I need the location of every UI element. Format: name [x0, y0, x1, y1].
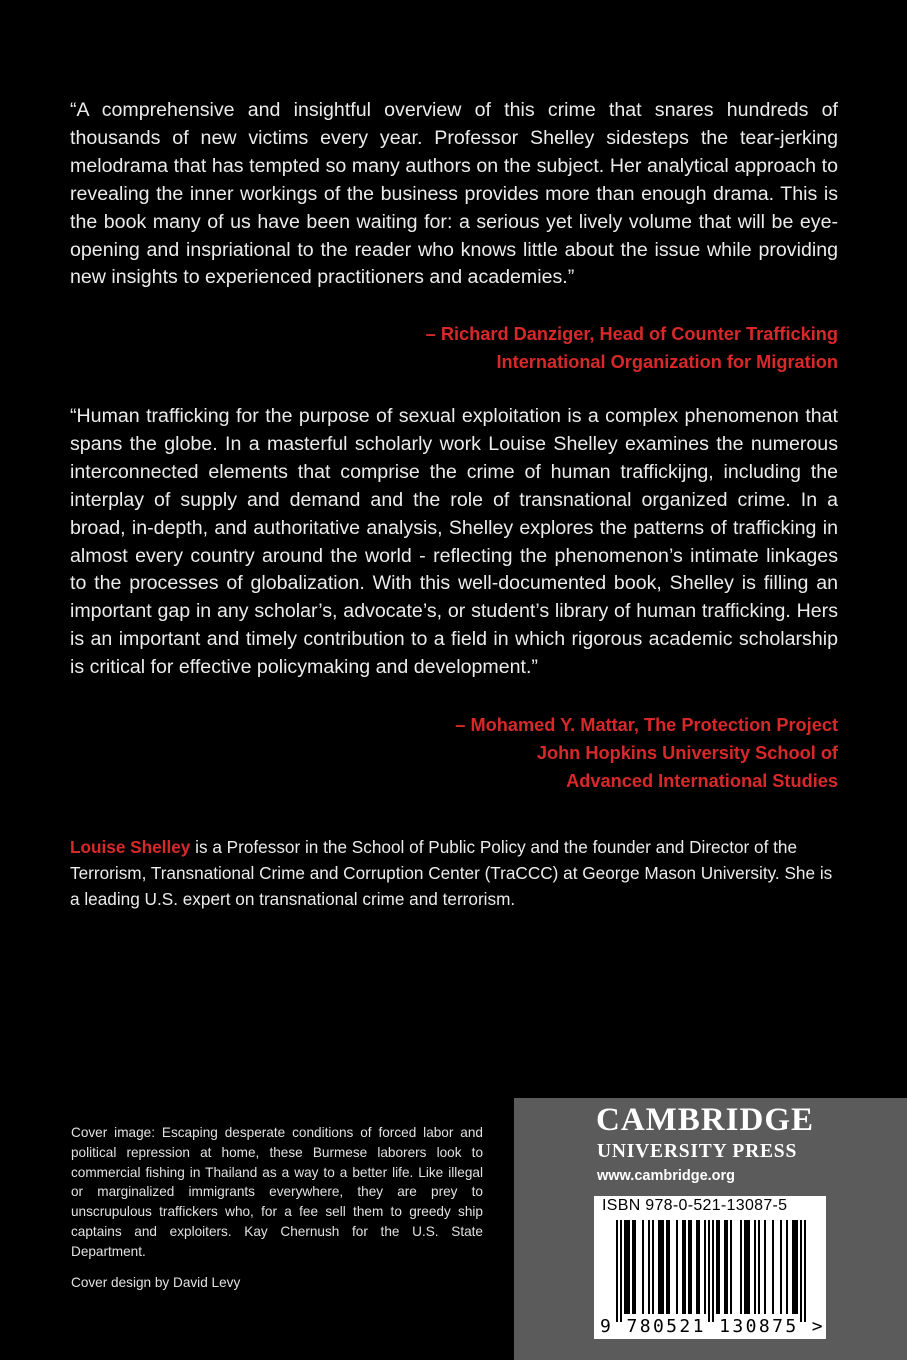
publisher-logo-subtitle: UNIVERSITY PRESS [597, 1141, 798, 1162]
barcode-bar [800, 1220, 802, 1322]
barcode-bar [704, 1220, 706, 1314]
publisher-url: www.cambridge.org [597, 1168, 736, 1184]
publisher-logo-name: CAMBRIDGE [596, 1102, 815, 1138]
barcode-bar [662, 1220, 664, 1314]
author-name: Louise Shelley [70, 837, 191, 857]
barcode-bar [708, 1220, 710, 1322]
author-bio [70, 834, 838, 912]
barcode-panel [594, 1196, 826, 1339]
attribution-line: – Mohamed Y. Mattar, The Protection Project [455, 715, 838, 735]
barcode-bar [682, 1220, 684, 1314]
barcode-bar [690, 1220, 692, 1314]
barcode-bar [666, 1220, 668, 1314]
barcode-bar [684, 1220, 686, 1314]
barcode-bar [730, 1220, 732, 1314]
review-attribution-2 [78, 711, 838, 795]
cover-image-credit: Cover image: Escaping desperate conditions of forced labor and political repression at home, these Burmese laborers look to commercial fishing in Thailand as a way to a better life. Like illegal or marginalized immigrants everywhere, they are prey to unscrupulous traffickers who, for a fee sell them to greedy ship captains and exploiters. Kay Chernush for the U.S. State Department. [71, 1125, 483, 1259]
barcode-bar [648, 1220, 650, 1314]
barcode-bar [620, 1220, 622, 1322]
barcode-bar [786, 1220, 788, 1314]
barcode-bar [724, 1220, 726, 1314]
barcode-bar [698, 1220, 700, 1314]
barcode-bar [780, 1220, 782, 1314]
barcode-bar [726, 1220, 728, 1314]
barcode-bar [652, 1220, 654, 1314]
barcode-bar [764, 1220, 766, 1314]
barcode-bar [712, 1220, 714, 1322]
barcode-bar [676, 1220, 678, 1314]
barcode-bar [754, 1220, 756, 1314]
barcode-bar [642, 1220, 644, 1314]
attribution-line: International Organization for Migration [496, 352, 838, 372]
barcode-bar [626, 1220, 628, 1314]
barcode-bar [796, 1220, 798, 1314]
author-bio-text: is a Professor in the School of Public Policy and the founder and Director of the Terrorism, Transnational Crime and Corruption Center (TraCCC) at George Mason University. She is a leading U.S. expert on transnational crime and terrorism. [70, 837, 833, 909]
barcode-bar [804, 1220, 806, 1322]
barcode-bar [660, 1220, 662, 1314]
barcode-bar [634, 1220, 636, 1314]
barcode-bar [668, 1220, 670, 1314]
barcode-bar [744, 1220, 746, 1314]
isbn-label: ISBN 978-0-521-13087-5 [602, 1197, 788, 1214]
barcode-bar [628, 1220, 630, 1314]
barcode-bar [688, 1220, 690, 1314]
barcode-bar [616, 1220, 618, 1322]
barcode-bar [792, 1220, 794, 1314]
barcode-bar [716, 1220, 718, 1314]
barcode-bar [772, 1220, 774, 1314]
review-attribution-1 [78, 320, 838, 376]
barcode-bar [794, 1220, 796, 1314]
attribution-line: Advanced International Studies [566, 771, 838, 791]
cover-design-credit: Cover design by David Levy [71, 1275, 241, 1290]
barcode-digits: 9 780521 130875 > [600, 1316, 826, 1337]
barcode-bar [746, 1220, 748, 1314]
barcode-bar [740, 1220, 742, 1314]
attribution-line: John Hopkins University School of [536, 743, 838, 763]
review-quote-1: “A comprehensive and insightful overview of this crime that snares hundreds of thousands of new victims every year. Professor Shelley sidesteps the tear-jerking melodrama that has tempted so many authors on the subject. Her analytical approach to revealing the inner workings of the business provides more than enough drama. This is the book many of us have been waiting for: a serious yet lively volume that will be eye-opening and inspriational to the reader who knows little about the issue while providing new insights to experienced practitioners and academies.” [70, 99, 838, 289]
barcode-bar [758, 1220, 760, 1314]
barcode-bar [624, 1220, 626, 1314]
barcode-bar [718, 1220, 720, 1314]
barcode-bar [658, 1220, 660, 1314]
barcode-bar [748, 1220, 750, 1314]
barcode-bar [696, 1220, 698, 1314]
attribution-line: – Richard Danziger, Head of Counter Trafficking [425, 324, 838, 344]
barcode-bar [632, 1220, 634, 1314]
review-quote-2: “Human trafficking for the purpose of sexual exploitation is a complex phenomenon that spans the globe. In a masterful scholarly work Louise Shelley examines the numerous interconnected elements that comprise the crime of human traffickijng, including the interplay of supply and demand and the role of transnational organized crime. In a broad, in-depth, and authoritative analysis, Shelley explores the patterns of trafficking in almost every country around the world - reflecting the phenomenon’s intimate linkages to the processes of globalization. With this well-documented book, Shelley is filling an important gap in any scholar’s, advocate’s, or student’s library of human trafficking. Hers is an important and timely contribution to a field in which rigorous academic scholarship is critical for effective policymaking and development.” [70, 405, 838, 679]
publisher-box [514, 1098, 907, 1360]
